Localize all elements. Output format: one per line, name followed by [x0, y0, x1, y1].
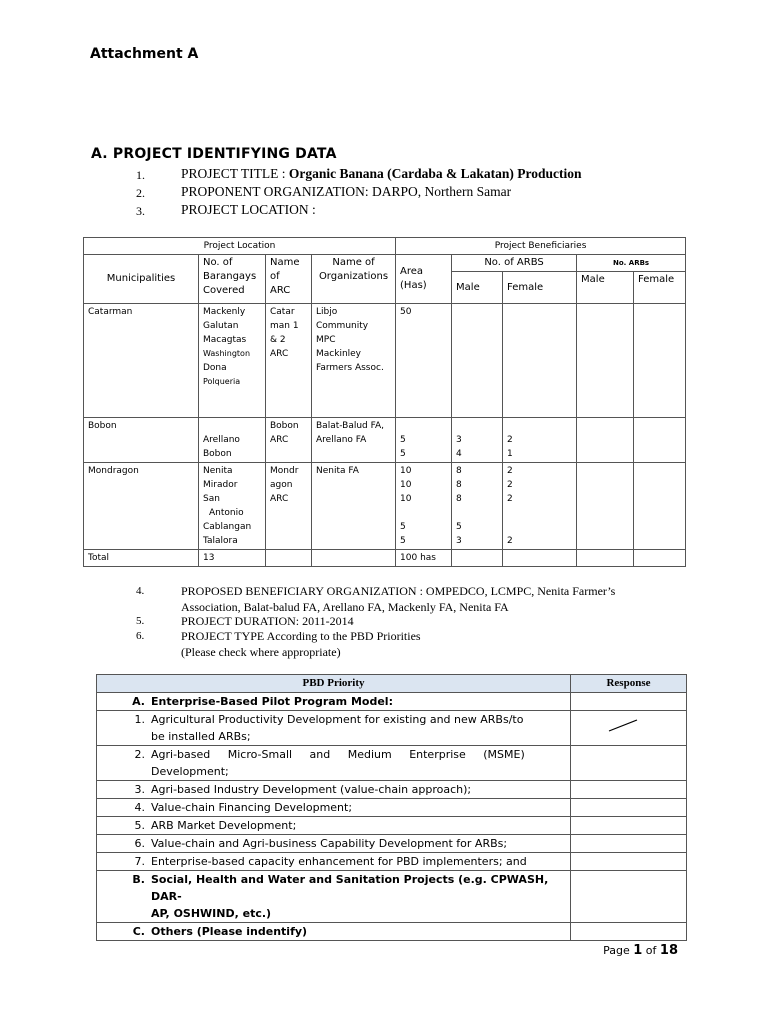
- response-cell-checked[interactable]: [571, 711, 687, 746]
- organizations-cell: Libjo Community MPC Mackinley Farmers Assoc.: [312, 304, 396, 418]
- section-title: A. PROJECT IDENTIFYING DATA: [91, 146, 337, 162]
- response-cell[interactable]: [571, 817, 687, 835]
- group-b-row: B. Social, Health and Water and Sanitation Projects (e.g. CPWASH, DAR- AP, OSHWIND, etc.): [97, 871, 571, 923]
- female-2-cell: [634, 304, 686, 418]
- item-number: 1.: [136, 168, 145, 182]
- priority-item: 4. Value-chain Financing Development;: [97, 799, 571, 817]
- location-line: PROJECT LOCATION :: [181, 202, 316, 217]
- project-duration-line: PROJECT DURATION: 2011-2014: [181, 614, 354, 628]
- male-cell: [452, 304, 503, 418]
- group-c-row: C. Others (Please indentify): [97, 923, 571, 941]
- barangays-cell: Nenita Mirador San Antonio Cablangan Talalora: [199, 463, 266, 550]
- male-2-cell: [577, 418, 634, 463]
- col-male-2: Male: [577, 272, 634, 304]
- female-cell: 2 1: [503, 418, 577, 463]
- header-project-location: Project Location: [84, 238, 396, 255]
- area-cell: 50: [396, 304, 452, 418]
- pbd-priority-table: [96, 674, 687, 941]
- project-title-label: PROJECT TITLE :: [181, 166, 289, 181]
- total-label: Total: [84, 550, 199, 567]
- response-cell[interactable]: [571, 923, 687, 941]
- organizations-cell: Balat-Balud FA, Arellano FA: [312, 418, 396, 463]
- col-pbd-priority: PBD Priority: [97, 675, 571, 693]
- male-cell: 3 4: [452, 418, 503, 463]
- table-row: [84, 304, 686, 418]
- area-cell: 5 5: [396, 418, 452, 463]
- arc-cell: Catar man 1 & 2 ARC: [266, 304, 312, 418]
- male-2-cell: [577, 463, 634, 550]
- item-number: 3.: [136, 204, 145, 218]
- project-title-line: [181, 166, 582, 182]
- priority-item: 2. Agri-based Micro-Small and Medium Enterprise (MSME) Development;: [97, 746, 571, 781]
- attachment-title: Attachment A: [90, 46, 199, 62]
- col-response: Response: [571, 675, 687, 693]
- area-cell: 10 10 10 5 5: [396, 463, 452, 550]
- item-number: 4.: [136, 585, 145, 597]
- beneficiary-org-line-1: PROPOSED BENEFICIARY ORGANIZATION : OMPEDCO, LCMPC, Nenita Farmer’s: [181, 584, 616, 598]
- project-type-line: PROJECT TYPE According to the PBD Priorities: [181, 629, 421, 643]
- project-type-note: (Please check where appropriate): [181, 645, 341, 659]
- beneficiary-org-line-2: Association, Balat-balud FA, Arellano FA, Mackenly FA, Nenita FA: [181, 600, 509, 614]
- priority-item: 1. Agricultural Productivity Development for existing and new ARBs/to be installed ARBs;: [97, 711, 571, 746]
- project-location-table: [83, 237, 686, 567]
- col-male: Male: [452, 272, 503, 304]
- item-number: 5.: [136, 615, 145, 627]
- barangays-cell: Mackenly Galutan Macagtas Washington Dona Polqueria: [199, 304, 266, 418]
- priority-item: 7. Enterprise-based capacity enhancement for PBD implementers; and: [97, 853, 571, 871]
- priority-item: 3. Agri-based Industry Development (value-chain approach);: [97, 781, 571, 799]
- project-title-value: Organic Banana (Cardaba & Lakatan) Production: [288, 166, 582, 181]
- total-row: [84, 550, 686, 567]
- female-2-cell: [634, 418, 686, 463]
- group-a-row: A. Enterprise-Based Pilot Program Model:: [97, 693, 571, 711]
- arc-cell: Bobon ARC: [266, 418, 312, 463]
- response-cell[interactable]: [571, 853, 687, 871]
- arc-cell: Mondr agon ARC: [266, 463, 312, 550]
- total-area: 100 has: [396, 550, 452, 567]
- response-cell[interactable]: [571, 799, 687, 817]
- item-number: 6.: [136, 630, 145, 642]
- total-barangays: 13: [199, 550, 266, 567]
- header-project-beneficiaries: Project Beneficiaries: [396, 238, 686, 255]
- priority-item: 5. ARB Market Development;: [97, 817, 571, 835]
- male-cell: 8 8 8 5 3: [452, 463, 503, 550]
- col-no-arbs-small: No. ARBs: [577, 255, 686, 272]
- male-2-cell: [577, 304, 634, 418]
- col-arc: Name of ARC: [266, 255, 312, 304]
- col-municipalities: Municipalities: [84, 255, 199, 304]
- col-female-2: Female: [634, 272, 686, 304]
- check-mark-icon: [571, 711, 687, 745]
- col-female: Female: [503, 272, 577, 304]
- response-cell[interactable]: [571, 781, 687, 799]
- response-cell[interactable]: [571, 871, 687, 923]
- female-cell: [503, 304, 577, 418]
- col-barangays: No. of Barangays Covered: [199, 255, 266, 304]
- female-2-cell: [634, 463, 686, 550]
- municipality-cell: Bobon: [84, 418, 199, 463]
- col-organizations: Name of Organizations: [312, 255, 396, 304]
- proponent-line: PROPONENT ORGANIZATION: DARPO, Northern Samar: [181, 184, 512, 199]
- table-row: [84, 463, 686, 550]
- organizations-cell: Nenita FA: [312, 463, 396, 550]
- priority-item: 6. Value-chain and Agri-business Capability Development for ARBs;: [97, 835, 571, 853]
- page-number: Page 1 of 18: [603, 943, 678, 958]
- response-cell[interactable]: [571, 835, 687, 853]
- female-cell: 2 2 2 2: [503, 463, 577, 550]
- response-cell[interactable]: [571, 746, 687, 781]
- item-number: 2.: [136, 186, 145, 200]
- municipality-cell: Mondragon: [84, 463, 199, 550]
- barangays-cell: Arellano Bobon: [199, 418, 266, 463]
- col-area: Area (Has): [396, 255, 452, 304]
- municipality-cell: Catarman: [84, 304, 199, 418]
- table-row: [84, 418, 686, 463]
- col-no-of-arbs: No. of ARBS: [452, 255, 577, 272]
